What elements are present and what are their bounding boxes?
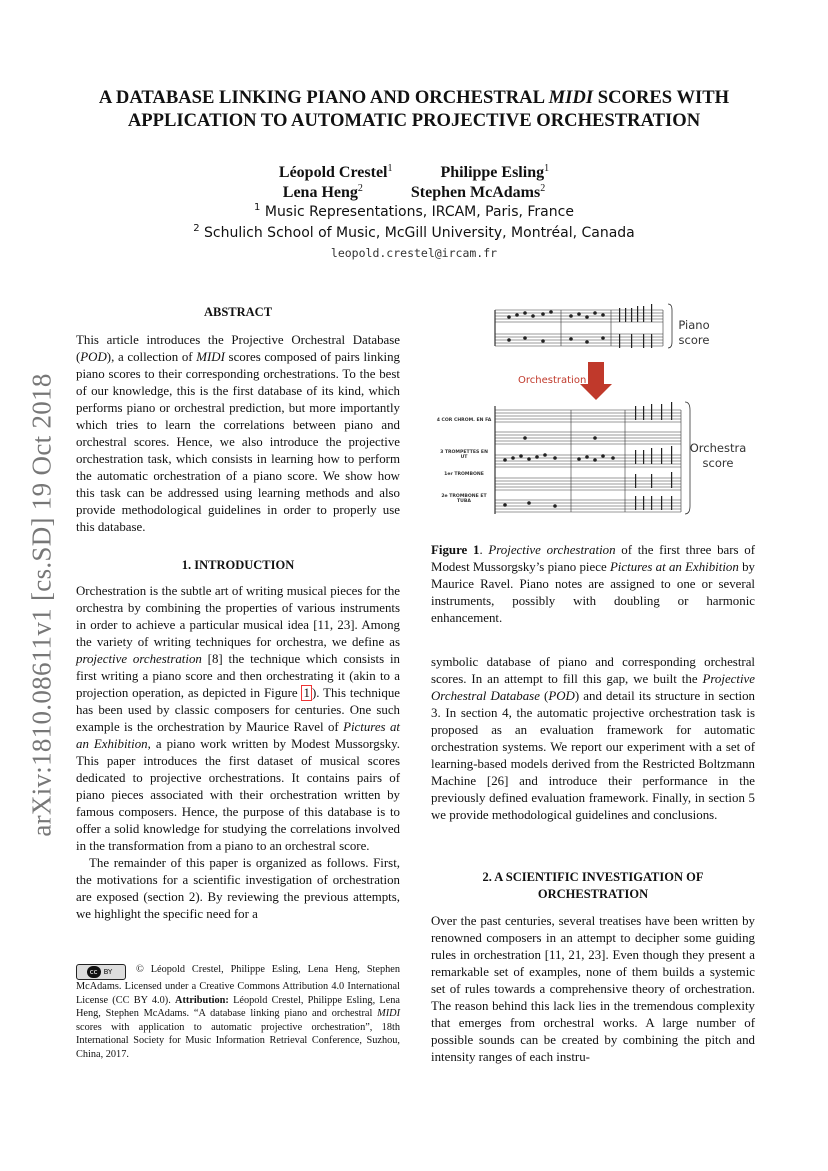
piano-score-label: Piano score <box>678 318 710 347</box>
cc-license-badge <box>76 964 126 980</box>
author-4: Stephen McAdams <box>410 183 541 201</box>
orchestration-arrow-label: Orchestration <box>518 375 587 386</box>
author-1: Léopold Crestel <box>278 164 388 181</box>
arxiv-identifier: arXiv:1810.08611v1 [cs.SD] 19 Oct 2018 <box>26 373 57 837</box>
abstract-section <box>76 304 400 536</box>
affiliation-2: Schulich School of Music, McGill University, Montréal, Canada <box>204 224 635 241</box>
section-2-heading: 2. A SCIENTIFIC INVESTIGATION OF ORCHESTRATION <box>482 870 704 901</box>
instrument-horns: 4 COR CHROM. EN FA <box>436 418 492 423</box>
author-1-sup: 1 <box>387 163 393 174</box>
figure-1-caption: Figure 1. Projective orchestration of the first three bars of Modest Mussorgsky’s piano piece Pictures at an Exhibition by Maurice Ravel. Piano notes are assigned to one or several instruments, possibly with doubling or harmonic enhancement. <box>431 543 756 625</box>
abstract-text: This article introduces the Projective Orchestral Database (POD), a collection of MIDI scores composed of pairs linking piano scores to their corresponding orchestrations. To the best of our knowledge, this is the first database of its kind, which performs piano or orchestral prediction, but more importantly which tries to learn the correlations between piano and orchestral scores. Hence, we also introduce the projective orchestration task, which consists in learning how to perform the automatic orchestration of a piano score. We show how this task can be addressed using learning methods and also provide methodological guidelines in order to properly use this database. <box>76 333 400 534</box>
arxiv-sidebar <box>22 355 62 855</box>
author-2-sup: 1 <box>544 163 550 174</box>
intro-paragraph-1: Orchestration is the subtle art of writing musical pieces for the orchestra by combining the properties of various instruments in order to achieve a particular musical idea [11, 23]. Among the variety of writing techniques for orchestra, we define as projective orchestration [8] the technique which consists in first writing a piano score and then orchestrating it (akin to a projection operation, as depicted in Figure 1 ). This technique has been used by classic composers for centuries. One such example is the orchestration by Maurice Ravel of Pictures at an Exhibition, a piano work written by Modest Mussorgsky. This paper introduces the first dataset of musical scores dedicated to projective orchestrations. It contains pairs of piano pieces associated with their orchestration written by famous composers. Hence, the purpose of this database is to offer a solid knowledge for studying the correlations involved in the transformation from a piano to an orchestral score. <box>76 584 400 853</box>
intro-paragraph-continued: symbolic database of piano and corresponding orchestral scores. In an attempt to fill this gap, we built the Projective Orchestral Database (POD) and detail its structure in section 3. In section 4, the automatic projective orchestration task is proposed as an evaluation framework for automatic orchestration systems. We report our experiment with a set of learning-based models derived from the Restricted Boltzmann Machine [26] and introduce their performance in the previously defined evaluation framework. Finally, in section 5 we provide methodological guidelines and conclusions. <box>431 655 755 822</box>
instrument-trombone-2-tuba: 2e TROMBONE ET TUBA <box>441 494 487 505</box>
abstract-heading: ABSTRACT <box>203 305 273 319</box>
orchestra-score-label: Orchestra score <box>689 441 747 470</box>
intro-continuation <box>431 654 755 824</box>
title-line1-post: SCORES WITH <box>593 87 730 108</box>
paper-title <box>60 86 768 132</box>
intro-paragraph-2: The remainder of this paper is organized as follows. First, the motivations for a scientific investigation of orchestration are exposed (section 2). By reviewing the previous attempts, we highlight the specific need for a <box>76 856 400 921</box>
figure-ref-link[interactable]: 1 <box>303 686 310 700</box>
instrument-name-list <box>436 418 492 505</box>
affiliation-2-sup: 2 <box>193 222 200 234</box>
cc-icon: cc <box>87 966 101 978</box>
title-line1-em: MIDI <box>548 87 594 108</box>
affiliation-1-sup: 1 <box>254 202 261 213</box>
author-3-sup: 2 <box>357 182 363 194</box>
introduction-section <box>76 557 400 923</box>
figure-1 <box>485 298 765 530</box>
section-2-paragraph: Over the past centuries, several treatises have been written by renowned composers in an attempt to decipher some guiding rules in orchestration [11, 21, 23]. Even though they present a remarkable set of examples, none of them builds a systemic set of rules towards a comprehensive theory of orchestration. The reason behind this lack lies in the tremendous complexity that emerges from orchestral works. A large number of possible sounds can be created by combining the pitch and intensity ranges of each instru- <box>431 914 755 1064</box>
author-4-sup: 2 <box>540 182 546 194</box>
figure-1-graphic <box>485 298 765 530</box>
caption-label: Figure 1 <box>431 543 480 557</box>
title-line1-pre: A DATABASE LINKING PIANO AND ORCHESTRAL <box>98 87 549 108</box>
license-footnote: cc BY © Léopold Crestel, Philippe Esling, Lena Heng, Stephen McAdams. Licensed under a Creative Commons Attribution 4.0 International License (CC BY 4.0). Attribution: Léopold Crestel, Philippe Esling, Lena Heng, Stephen McAdams. “A database linking piano and orchestral MIDI scores with application to automatic projective orchestration”, 18th International Society for Music Information Retrieval Conference, Suzhou, China, 2017. <box>76 964 400 1060</box>
affiliation-1: Music Representations, IRCAM, Paris, France <box>264 204 574 220</box>
author-block <box>100 163 728 264</box>
instrument-trumpets: 3 TROMPETTES EN UT <box>440 450 488 461</box>
section-2 <box>431 869 755 1066</box>
cc-by-icon: BY <box>103 968 113 976</box>
attribution-label: Attribution: <box>175 994 229 1006</box>
title-line2: APPLICATION TO AUTOMATIC PROJECTIVE ORCHESTRATION <box>127 110 701 131</box>
author-email[interactable]: leopold.crestel@ircam.fr <box>330 246 498 260</box>
piano-score-notes <box>507 304 652 348</box>
orchestra-score-notes <box>503 402 672 510</box>
author-2: Philippe Esling <box>440 164 545 181</box>
instrument-trombone-1: 1er TROMBONE <box>444 472 484 477</box>
orchestra-score-staves <box>495 406 681 514</box>
author-3: Lena Heng <box>282 183 358 201</box>
introduction-heading: 1. INTRODUCTION <box>181 558 295 572</box>
